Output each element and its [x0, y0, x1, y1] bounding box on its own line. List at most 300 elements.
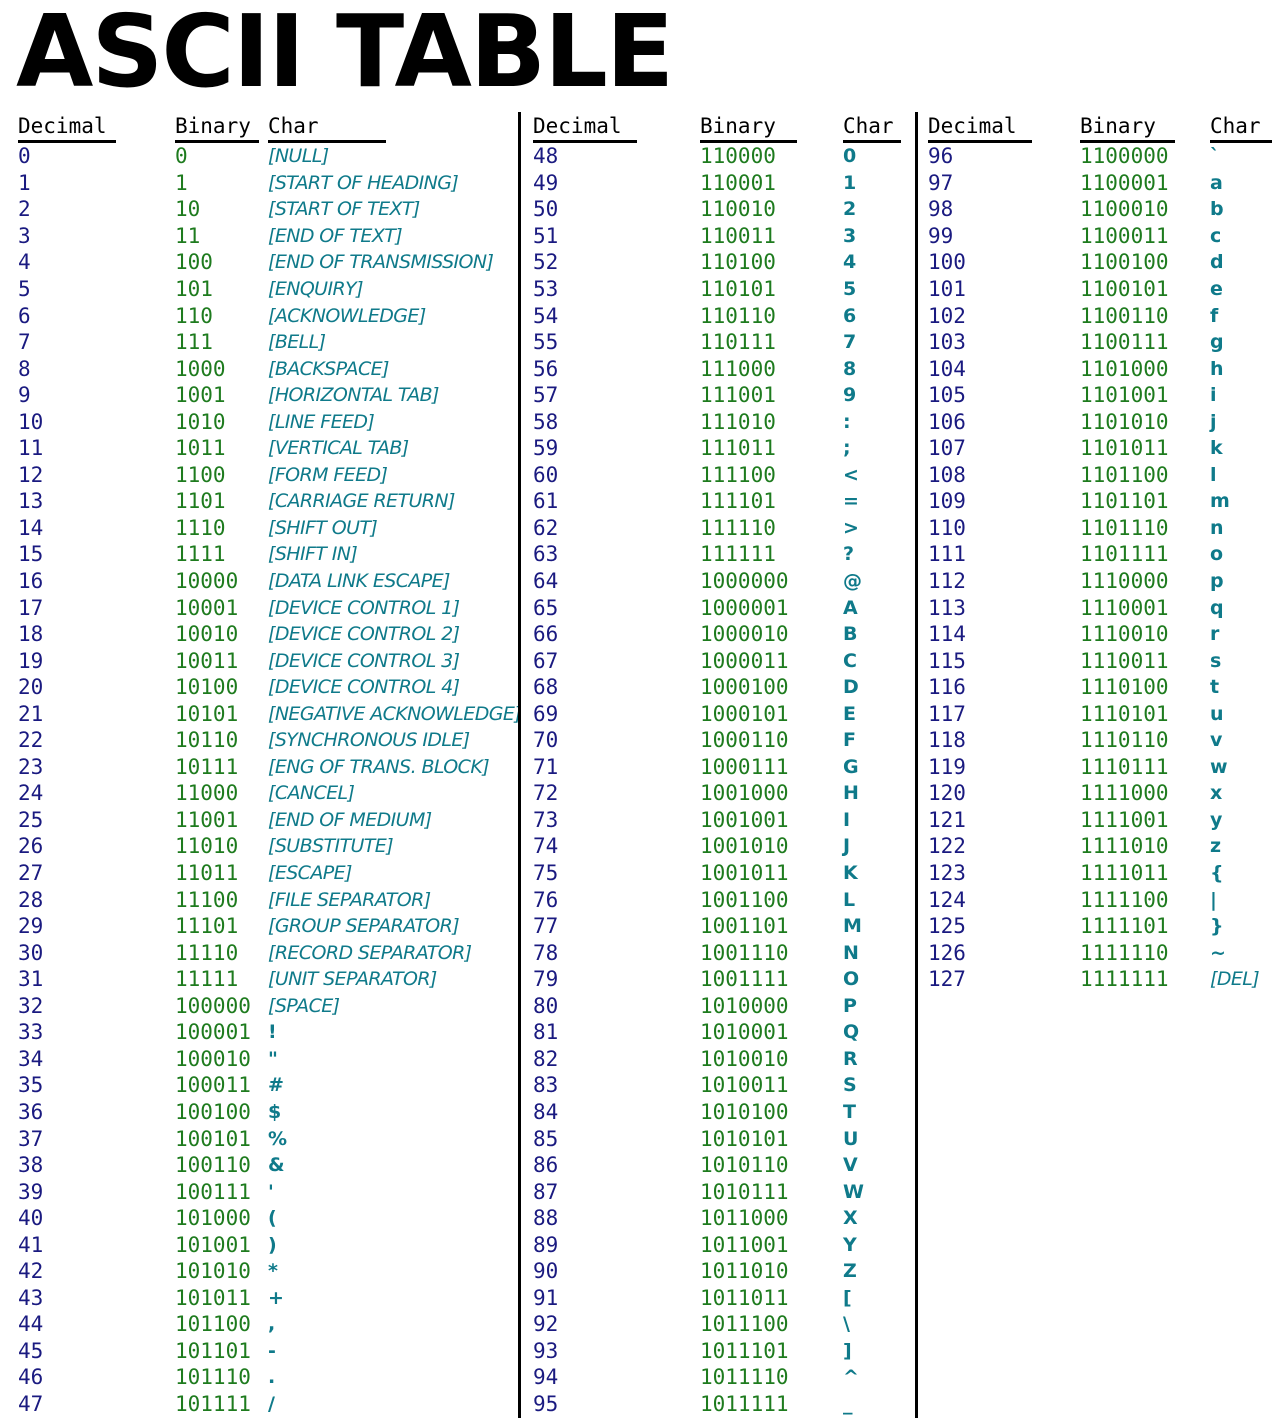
ascii-row: [918, 276, 1280, 303]
binary-value: 100100: [175, 1099, 251, 1124]
char-value: [FILE SEPARATOR]: [268, 888, 431, 911]
decimal-value: 70: [533, 728, 559, 753]
char-value: \: [843, 1313, 850, 1336]
decimal-value: 88: [533, 1206, 559, 1231]
decimal-value: 120: [928, 781, 966, 806]
decimal-value: 113: [928, 595, 966, 620]
char-value: .: [268, 1366, 276, 1389]
decimal-value: 46: [18, 1365, 44, 1390]
char-value: b: [1210, 198, 1224, 221]
char-value: [DATA LINK ESCAPE]: [268, 570, 450, 593]
binary-value: 10101: [175, 701, 239, 726]
ascii-row: [0, 1178, 518, 1205]
decimal-value: 3: [18, 223, 31, 248]
ascii-row: [521, 886, 915, 913]
binary-value: 1100010: [1080, 197, 1169, 222]
decimal-value: 84: [533, 1099, 559, 1124]
ascii-row: [0, 276, 518, 303]
binary-value: 1110101: [1080, 701, 1169, 726]
decimal-value: 123: [928, 861, 966, 886]
char-value: [END OF MEDIUM]: [268, 808, 432, 831]
binary-value: 1000011: [700, 648, 789, 673]
char-value: D: [843, 676, 859, 699]
binary-value: 1010111: [700, 1179, 789, 1204]
decimal-value: 16: [18, 569, 44, 594]
ascii-row: [0, 594, 518, 621]
char-value: 4: [843, 251, 857, 274]
ascii-row: [918, 515, 1280, 542]
char-value: p: [1210, 570, 1224, 593]
binary-value: 1000101: [700, 701, 789, 726]
decimal-value: 20: [18, 675, 44, 700]
decimal-value: 26: [18, 834, 44, 859]
header-cell: [700, 112, 843, 143]
binary-value: 1111010: [1080, 834, 1169, 859]
binary-value: 101111: [175, 1391, 251, 1416]
char-value: [NULL]: [268, 145, 329, 168]
header-cell: [1080, 112, 1210, 143]
char-value: X: [843, 1207, 858, 1230]
column-headers: [521, 112, 915, 143]
decimal-value: 107: [928, 436, 966, 461]
header-char: Char: [1210, 112, 1272, 143]
ascii-row: [521, 1125, 915, 1152]
ascii-row: [0, 886, 518, 913]
ascii-row: [918, 568, 1280, 595]
binary-value: 1011: [175, 436, 226, 461]
binary-value: 100110: [175, 1153, 251, 1178]
char-value: [RECORD SEPARATOR]: [268, 941, 472, 964]
decimal-value: 57: [533, 383, 559, 408]
char-value: [BACKSPACE]: [268, 357, 389, 380]
ascii-row: [0, 1338, 518, 1365]
decimal-value: 65: [533, 595, 559, 620]
binary-value: 1100000: [1080, 144, 1169, 169]
binary-value: 10001: [175, 595, 239, 620]
ascii-row: [0, 329, 518, 356]
ascii-row: [0, 515, 518, 542]
binary-value: 1010010: [700, 1046, 789, 1071]
binary-value: 111: [175, 330, 213, 355]
header-binary: Binary: [700, 112, 797, 143]
char-value: o: [1210, 543, 1224, 566]
char-value: k: [1210, 437, 1223, 460]
binary-value: 1101: [175, 489, 226, 514]
ascii-row: [521, 913, 915, 940]
char-value: [START OF TEXT]: [268, 198, 420, 221]
ascii-row: [521, 276, 915, 303]
decimal-value: 104: [928, 356, 966, 381]
decimal-value: 66: [533, 622, 559, 647]
binary-value: 1101000: [1080, 356, 1169, 381]
ascii-row: [521, 568, 915, 595]
ascii-row: [521, 223, 915, 250]
decimal-value: 98: [928, 197, 954, 222]
binary-value: 1001101: [700, 914, 789, 939]
binary-value: 111100: [700, 462, 776, 487]
binary-value: 11111: [175, 967, 239, 992]
ascii-row: [521, 939, 915, 966]
char-value: M: [843, 915, 862, 938]
ascii-row: [521, 1205, 915, 1232]
binary-value: 1111111: [1080, 967, 1169, 992]
decimal-value: 108: [928, 462, 966, 487]
ascii-row: [918, 807, 1280, 834]
ascii-row: [521, 1152, 915, 1179]
ascii-row: [0, 700, 522, 727]
char-value: [DEVICE CONTROL 3]: [268, 649, 460, 672]
binary-value: 1011010: [700, 1259, 789, 1284]
ascii-row: [918, 754, 1280, 781]
ascii-row: [0, 355, 518, 382]
decimal-value: 24: [18, 781, 44, 806]
char-value: I: [843, 808, 851, 831]
ascii-row: [918, 170, 1280, 197]
decimal-value: 2: [18, 197, 31, 222]
binary-value: 1110001: [1080, 595, 1169, 620]
decimal-value: 126: [928, 940, 966, 965]
char-value: &: [268, 1154, 285, 1177]
char-value: 3: [843, 224, 857, 247]
binary-value: 1001001: [700, 807, 789, 832]
char-value: m: [1210, 490, 1230, 513]
char-value: [DEVICE CONTROL 1]: [268, 596, 460, 619]
decimal-value: 74: [533, 834, 559, 859]
decimal-value: 77: [533, 914, 559, 939]
char-value: V: [843, 1154, 858, 1177]
char-value: #: [268, 1074, 284, 1097]
ascii-row: [0, 1391, 518, 1418]
binary-value: 1010110: [700, 1153, 789, 1178]
char-value: T: [843, 1100, 856, 1123]
decimal-value: 4: [18, 250, 31, 275]
decimal-value: 91: [533, 1285, 559, 1310]
binary-value: 11110: [175, 940, 239, 965]
ascii-row: [918, 700, 1280, 727]
binary-value: 101000: [175, 1206, 251, 1231]
ascii-row: [0, 966, 518, 993]
char-value: +: [268, 1286, 284, 1309]
decimal-value: 80: [533, 993, 559, 1018]
ascii-row: [0, 621, 518, 648]
binary-value: 111010: [700, 409, 776, 434]
ascii-row: [0, 1152, 518, 1179]
char-value: [END OF TEXT]: [268, 224, 403, 247]
char-value: R: [843, 1047, 858, 1070]
binary-value: 110000: [700, 144, 776, 169]
ascii-row: [0, 1311, 518, 1338]
ascii-row: [0, 833, 518, 860]
ascii-row: [521, 249, 915, 276]
binary-value: 1100101: [1080, 277, 1169, 301]
ascii-row: [0, 143, 518, 170]
ascii-row: [918, 223, 1280, 250]
decimal-value: 12: [18, 462, 44, 487]
char-value: }: [1210, 915, 1224, 938]
decimal-value: 29: [18, 914, 44, 939]
char-value: [ENQUIRY]: [268, 278, 363, 300]
char-value: 5: [843, 278, 857, 300]
ascii-row: [0, 993, 518, 1020]
char-value: -: [268, 1339, 276, 1362]
decimal-value: 25: [18, 807, 44, 832]
binary-value: 10010: [175, 622, 239, 647]
ascii-row: [918, 966, 1280, 993]
binary-value: 1010000: [700, 993, 789, 1018]
decimal-value: 116: [928, 675, 966, 700]
binary-value: 1011000: [700, 1206, 789, 1231]
char-value: Y: [843, 1233, 857, 1256]
binary-value: 11001: [175, 807, 239, 832]
binary-value: 110: [175, 303, 213, 328]
ascii-row: [521, 674, 915, 701]
binary-value: 111000: [700, 356, 776, 381]
decimal-value: 62: [533, 515, 559, 540]
decimal-value: 22: [18, 728, 44, 753]
char-value: ": [268, 1047, 278, 1070]
char-value: ^: [843, 1366, 859, 1389]
char-value: [CARRIAGE RETURN]: [268, 490, 455, 513]
decimal-value: 41: [18, 1232, 44, 1257]
char-value: j: [1210, 410, 1217, 433]
char-value: [: [843, 1286, 852, 1309]
binary-value: 1110: [175, 515, 226, 540]
ascii-row: [521, 780, 915, 807]
decimal-value: 110: [928, 515, 966, 540]
table-rows: [521, 143, 915, 1417]
ascii-row: [521, 621, 915, 648]
decimal-value: 119: [928, 754, 966, 779]
char-value: 7: [843, 331, 857, 354]
char-value: ;: [843, 437, 851, 460]
binary-value: 1111101: [1080, 914, 1169, 939]
ascii-row: [521, 833, 915, 860]
binary-value: 1010001: [700, 1020, 789, 1045]
decimal-value: 1: [18, 170, 31, 195]
char-value: y: [1210, 808, 1223, 831]
header-cell: [175, 112, 268, 143]
ascii-row: [0, 568, 518, 595]
decimal-value: 40: [18, 1206, 44, 1231]
binary-value: 1011100: [700, 1312, 789, 1337]
ascii-row: [918, 780, 1280, 807]
char-value: [BELL]: [268, 331, 326, 354]
binary-value: 1110000: [1080, 569, 1169, 594]
decimal-value: 19: [18, 648, 44, 673]
binary-value: 1111: [175, 542, 226, 567]
ascii-row: [0, 1019, 518, 1046]
ascii-row: [0, 1285, 518, 1312]
char-value: =: [843, 490, 859, 513]
decimal-value: 34: [18, 1046, 44, 1071]
decimal-value: 48: [533, 144, 559, 169]
decimal-value: 85: [533, 1126, 559, 1151]
binary-value: 1100111: [1080, 330, 1169, 355]
decimal-value: 59: [533, 436, 559, 461]
char-value: ': [268, 1180, 274, 1203]
char-value: [START OF HEADING]: [268, 171, 459, 194]
header-decimal: Decimal: [533, 112, 637, 143]
binary-value: 11011: [175, 861, 239, 886]
ascii-row: [918, 355, 1280, 382]
char-value: ?: [843, 543, 855, 566]
ascii-row: [918, 143, 1280, 170]
decimal-value: 15: [18, 542, 44, 567]
ascii-row: [918, 594, 1280, 621]
binary-value: 111001: [700, 383, 776, 408]
binary-value: 1111110: [1080, 940, 1169, 965]
decimal-value: 58: [533, 409, 559, 434]
column-headers: [918, 112, 1280, 143]
ascii-row: [918, 302, 1280, 329]
ascii-row: [0, 939, 518, 966]
char-value: B: [843, 623, 858, 646]
binary-value: 1100: [175, 462, 226, 487]
decimal-value: 38: [18, 1153, 44, 1178]
ascii-row: [918, 621, 1280, 648]
decimal-value: 35: [18, 1073, 44, 1098]
binary-value: 1010: [175, 409, 226, 434]
char-value: [SHIFT IN]: [268, 543, 358, 566]
decimal-value: 78: [533, 940, 559, 965]
decimal-value: 75: [533, 861, 559, 886]
char-value: f: [1210, 304, 1219, 327]
decimal-value: 69: [533, 701, 559, 726]
binary-value: 1110100: [1080, 675, 1169, 700]
decimal-value: 82: [533, 1046, 559, 1071]
header-cell: [18, 112, 175, 143]
binary-value: 1111011: [1080, 861, 1169, 886]
ascii-row: [521, 382, 915, 409]
decimal-value: 60: [533, 462, 559, 487]
binary-value: 1110010: [1080, 622, 1169, 647]
char-value: /: [268, 1392, 275, 1415]
ascii-row: [0, 488, 518, 515]
char-value: z: [1210, 835, 1222, 858]
binary-value: 1100001: [1080, 170, 1169, 195]
char-value: 0: [843, 145, 857, 168]
decimal-value: 56: [533, 356, 559, 381]
binary-value: 1111001: [1080, 807, 1169, 832]
table-rows: [918, 143, 1280, 993]
char-value: [DEVICE CONTROL 4]: [268, 676, 460, 699]
decimal-value: 93: [533, 1338, 559, 1363]
char-value: _: [843, 1392, 853, 1415]
decimal-value: 71: [533, 754, 559, 779]
ascii-row: [0, 647, 518, 674]
char-value: L: [843, 888, 856, 911]
char-value: ): [268, 1233, 277, 1256]
char-value: [FORM FEED]: [268, 463, 388, 486]
ascii-row: [521, 541, 915, 568]
char-value: r: [1210, 623, 1220, 646]
binary-value: 1001110: [700, 940, 789, 965]
binary-value: 100010: [175, 1046, 251, 1071]
ascii-row: [918, 541, 1280, 568]
decimal-value: 89: [533, 1232, 559, 1257]
decimal-value: 42: [18, 1259, 44, 1284]
decimal-value: 99: [928, 223, 954, 248]
decimal-value: 33: [18, 1020, 44, 1045]
decimal-value: 28: [18, 887, 44, 912]
decimal-value: 102: [928, 303, 966, 328]
ascii-row: [521, 1099, 915, 1126]
header-binary: Binary: [1080, 112, 1175, 143]
char-value: l: [1210, 463, 1217, 486]
char-value: 2: [843, 198, 857, 221]
char-value: [HORIZONTAL TAB]: [268, 384, 439, 407]
char-value: 1: [843, 171, 857, 194]
binary-value: 11100: [175, 887, 239, 912]
ascii-row: [0, 302, 518, 329]
decimal-value: 111: [928, 542, 966, 567]
ascii-row: [918, 382, 1280, 409]
binary-value: 11000: [175, 781, 239, 806]
char-value: q: [1210, 596, 1224, 619]
char-value: K: [843, 862, 858, 885]
ascii-row: [0, 1072, 518, 1099]
binary-value: 10000: [175, 569, 239, 594]
char-value: W: [843, 1180, 864, 1203]
binary-value: 10110: [175, 728, 239, 753]
char-value: t: [1210, 676, 1220, 699]
binary-value: 1101101: [1080, 489, 1169, 514]
decimal-value: 68: [533, 675, 559, 700]
decimal-value: 32: [18, 993, 44, 1018]
header-decimal: Decimal: [928, 112, 1032, 143]
binary-value: 100011: [175, 1073, 251, 1098]
char-value: c: [1210, 224, 1222, 247]
ascii-row: [521, 408, 915, 435]
table-column-2: [518, 112, 915, 1418]
binary-value: 10: [175, 197, 201, 222]
ascii-row: [521, 1364, 915, 1391]
decimal-value: 9: [18, 383, 31, 408]
ascii-row: [521, 807, 915, 834]
ascii-row: [0, 1046, 518, 1073]
binary-value: 1111000: [1080, 781, 1169, 806]
decimal-value: 55: [533, 330, 559, 355]
decimal-value: 121: [928, 807, 966, 832]
binary-value: 1101111: [1080, 542, 1169, 567]
decimal-value: 6: [18, 303, 31, 328]
char-value: [DEL]: [1210, 968, 1260, 991]
char-value: w: [1210, 755, 1228, 778]
decimal-value: 51: [533, 223, 559, 248]
binary-value: 111101: [700, 489, 776, 514]
ascii-row: [0, 541, 518, 568]
decimal-value: 101: [928, 277, 966, 301]
ascii-row: [521, 302, 915, 329]
binary-value: 110010: [700, 197, 776, 222]
char-value: v: [1210, 729, 1223, 752]
decimal-value: 96: [928, 144, 954, 169]
ascii-row: [0, 1258, 518, 1285]
char-value: >: [843, 516, 859, 539]
decimal-value: 81: [533, 1020, 559, 1045]
char-value: e: [1210, 278, 1223, 300]
char-value: `: [1210, 145, 1220, 168]
ascii-row: [521, 1338, 915, 1365]
decimal-value: 17: [18, 595, 44, 620]
binary-value: 101001: [175, 1232, 251, 1257]
char-value: a: [1210, 171, 1223, 194]
char-value: {: [1210, 862, 1224, 885]
char-value: [CANCEL]: [268, 782, 355, 805]
decimal-value: 124: [928, 887, 966, 912]
char-value: [DEVICE CONTROL 2]: [268, 623, 460, 646]
decimal-value: 14: [18, 515, 44, 540]
